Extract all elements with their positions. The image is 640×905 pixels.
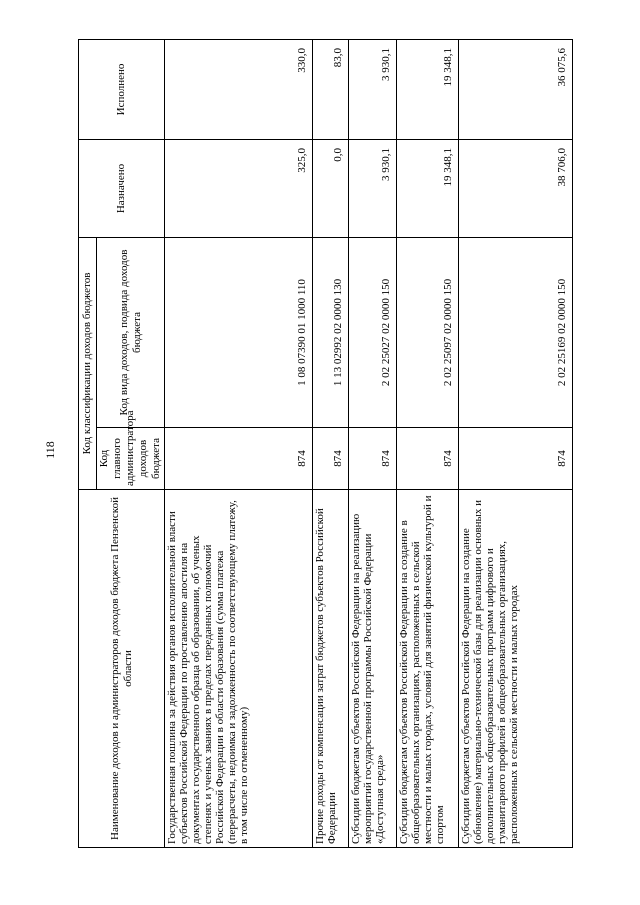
row-executed: 19 348,1 bbox=[397, 40, 459, 140]
row-revenue-code: 2 02 25027 02 0000 150 bbox=[349, 238, 397, 428]
row-name: Субсидии бюджетам субъектов Российской Федерации на создание в общеобразовательных организациях, расположенных в сельской местности и малых городах, условий для занятий физической культурой и спортом bbox=[397, 490, 459, 848]
header-code-group: Код классификации доходов бюджетов bbox=[79, 238, 97, 490]
row-admin-code: 874 bbox=[349, 428, 397, 490]
table-row bbox=[349, 40, 397, 848]
header-revenue-code: Код вида доходов, подвида доходов бюджета bbox=[97, 238, 165, 428]
revenue-table bbox=[78, 39, 573, 848]
table-row bbox=[397, 40, 459, 848]
row-assigned: 0,0 bbox=[313, 140, 349, 238]
row-name: Прочие доходы от компенсации затрат бюджетов субъектов Российской Федерации bbox=[313, 490, 349, 848]
row-revenue-code: 2 02 25097 02 0000 150 bbox=[397, 238, 459, 428]
row-executed: 83,0 bbox=[313, 40, 349, 140]
row-name: Государственная пошлина за действия органов исполнительной власти субъектов Российской Федерации по проставлению апостиля на документах государственного образца об образовании, об ученых степенях и ученых званиях в пределах переданных полномочий Российской Федерации в области образования (сумма платежа (перерасчеты, недоимка и задолженность по соответствующему платежу, в том числе по отмененному) bbox=[165, 490, 313, 848]
header-admin-code: Код главного администратора доходов бюджета bbox=[97, 428, 165, 490]
header-name: Наименование доходов и администраторов доходов бюджета Пензенской области bbox=[79, 490, 165, 848]
row-name: Субсидии бюджетам субъектов Российской Федерации на создание (обновление) материально-технической базы для реализации основных и дополнительных общеобразовательных программ цифрового и гуманитарного профилей в общеобразовательных организациях, расположенных в сельской местности и малых городах bbox=[459, 490, 573, 848]
table-row bbox=[459, 40, 573, 848]
row-executed: 330,0 bbox=[165, 40, 313, 140]
row-name: Субсидии бюджетам субъектов Российской Федерации на реализацию мероприятий государственной программы Российской Федерации «Доступная среда» bbox=[349, 490, 397, 848]
row-admin-code: 874 bbox=[313, 428, 349, 490]
row-admin-code: 874 bbox=[165, 428, 313, 490]
rotated-table-container bbox=[78, 40, 568, 848]
row-admin-code: 874 bbox=[397, 428, 459, 490]
row-assigned: 38 706,0 bbox=[459, 140, 573, 238]
row-assigned: 325,0 bbox=[165, 140, 313, 238]
row-revenue-code: 1 13 02992 02 0000 130 bbox=[313, 238, 349, 428]
table-row bbox=[165, 40, 313, 848]
row-assigned: 19 348,1 bbox=[397, 140, 459, 238]
row-admin-code: 874 bbox=[459, 428, 573, 490]
header-assigned: Назначено bbox=[79, 140, 165, 238]
row-executed: 3 930,1 bbox=[349, 40, 397, 140]
row-executed: 36 075,6 bbox=[459, 40, 573, 140]
row-assigned: 3 930,1 bbox=[349, 140, 397, 238]
table-row bbox=[313, 40, 349, 848]
header-executed: Исполнено bbox=[79, 40, 165, 140]
row-revenue-code: 2 02 25169 02 0000 150 bbox=[459, 238, 573, 428]
page-number: 118 bbox=[43, 441, 57, 459]
row-revenue-code: 1 08 07390 01 1000 110 bbox=[165, 238, 313, 428]
